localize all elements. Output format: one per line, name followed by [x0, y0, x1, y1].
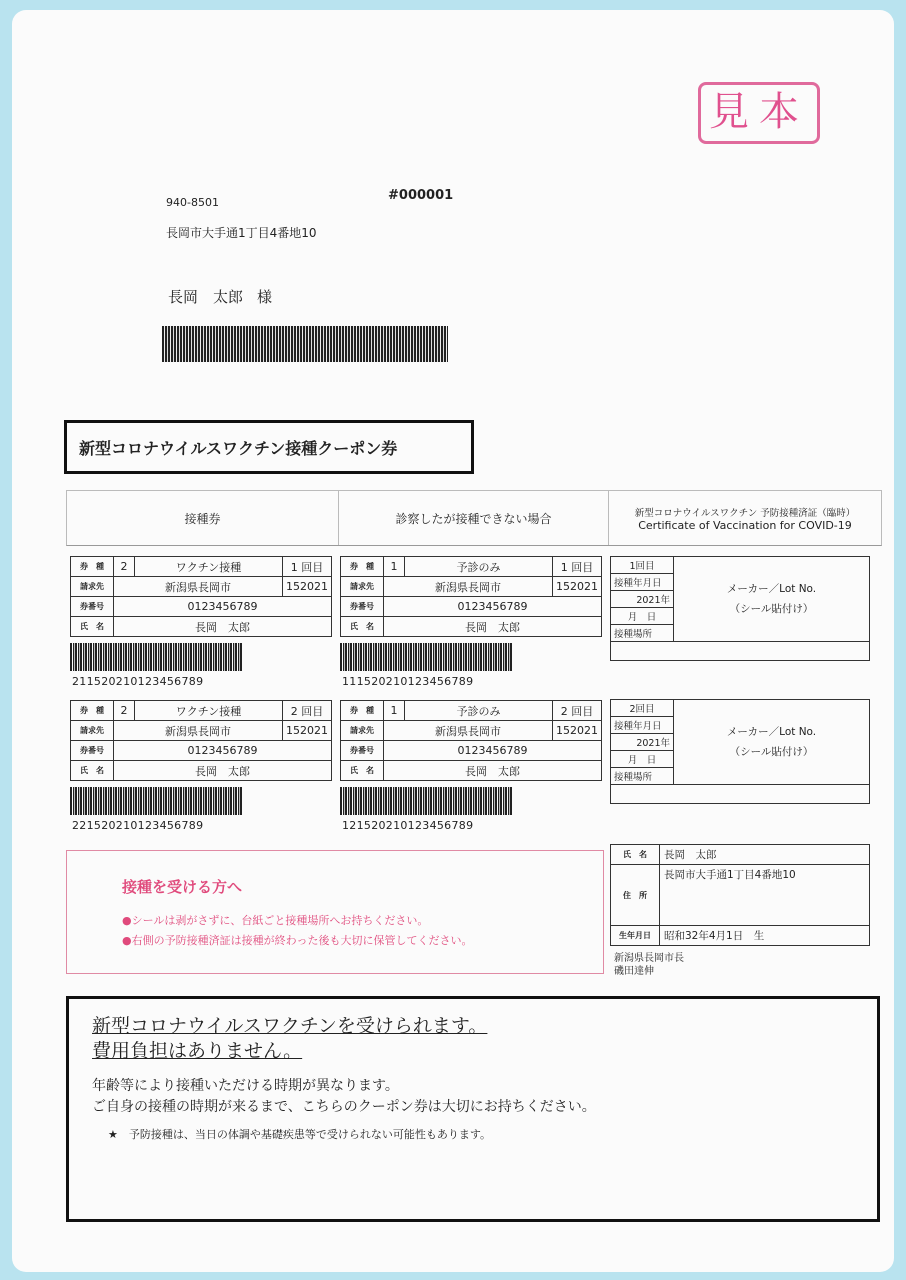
name-label: 氏 名 [71, 761, 114, 781]
issuer-title: 新潟県長岡市長 [614, 953, 684, 964]
round [553, 557, 602, 577]
cert-date-label: 接種年月日 [611, 574, 674, 591]
billing-code: 152021 [283, 721, 332, 741]
ticket-no: 0123456789 [384, 741, 602, 761]
message-note: ★ 予防接種は、当日の体調や基礎疾患等で受けられない可能性もあります。 [108, 1128, 491, 1141]
ticket-no: 0123456789 [114, 597, 332, 617]
round [283, 701, 332, 721]
type-name: 予診のみ [405, 701, 553, 721]
cert-year: 2021年 [611, 591, 674, 608]
info-dob-label: 生年月日 [611, 926, 660, 946]
type-name: ワクチン接種 [135, 557, 283, 577]
type-label: 券 種 [71, 557, 114, 577]
round-unit: 回目 [301, 560, 324, 574]
cert-year: 2021年 [611, 734, 674, 751]
billing-value: 新潟県長岡市 [384, 577, 553, 597]
maker-label: メーカー／Lot No. [726, 726, 817, 738]
coupon-title: 新型コロナウイルスワクチン接種クーポン券 [79, 438, 398, 458]
ticket-no-label: 券番号 [71, 741, 114, 761]
honorific: 様 [257, 288, 273, 306]
message-headline [92, 1014, 487, 1064]
notice-line-1: ●シールは剥がさずに、台紙ごと接種場所へお持ちください。 [122, 914, 429, 927]
round-number: 1 [560, 560, 568, 574]
type-number: 1 [384, 701, 405, 721]
certificate-round-2 [610, 699, 870, 804]
type-label: 券 種 [341, 701, 384, 721]
round-unit: 回目 [571, 704, 594, 718]
header-certificate [609, 491, 881, 545]
holder-info [610, 844, 870, 946]
header-exam-only: 診察したが接種できない場合 [339, 491, 609, 545]
round-unit: 回目 [571, 560, 594, 574]
ticket-no: 0123456789 [114, 741, 332, 761]
maker-label: メーカー／Lot No. [726, 583, 817, 595]
cert-place-field [611, 785, 870, 804]
type-name: 予診のみ [405, 557, 553, 577]
certificate-round-1 [610, 556, 870, 661]
cert-place-field [611, 642, 870, 661]
type-name: ワクチン接種 [135, 701, 283, 721]
billing-label: 請求先 [71, 721, 114, 741]
cert-month-day: 月 日 [611, 608, 674, 625]
issuer-name: 磯田達伸 [614, 966, 654, 977]
name-label: 氏 名 [341, 761, 384, 781]
ticket-no-label: 券番号 [341, 741, 384, 761]
round-unit: 回目 [301, 704, 324, 718]
billing-value: 新潟県長岡市 [114, 577, 283, 597]
notice-line-2: ●右側の予防接種済証は接種が終わった後も大切に保管してください。 [122, 934, 473, 947]
round-number: 2 [290, 704, 298, 718]
cert-month-day: 月 日 [611, 751, 674, 768]
column-header [66, 490, 882, 546]
ticket-no-label: 券番号 [341, 597, 384, 617]
recipient-address: 長岡市大手通1丁目4番地10 [166, 226, 317, 240]
recipient-name-text: 長岡 太郎 [168, 288, 244, 306]
issuer [614, 952, 684, 978]
ticket-barcode [70, 643, 242, 671]
info-address: 長岡市大手通1丁目4番地10 [660, 865, 870, 926]
ticket-barcode-number: 111520210123456789 [342, 675, 474, 688]
coupon-sheet [12, 10, 894, 1272]
seal-label: （シール貼付け） [729, 603, 814, 615]
ticket-name: 長岡 太郎 [384, 761, 602, 781]
round-number: 2 [560, 704, 568, 718]
notice-heading: 接種を受ける方へ [122, 878, 243, 896]
cert-round: 1回目 [611, 557, 674, 574]
round [283, 557, 332, 577]
billing-label: 請求先 [341, 577, 384, 597]
round-number: 1 [290, 560, 298, 574]
document-number: #000001 [388, 188, 454, 203]
type-label: 券 種 [71, 701, 114, 721]
message-body [92, 1076, 596, 1118]
billing-value: 新潟県長岡市 [114, 721, 283, 741]
header-certificate-en: Certificate of Vaccination for COVID-19 [638, 518, 852, 532]
ticket-barcode [70, 787, 242, 815]
cert-maker-lot [674, 700, 870, 785]
ticket-2 [340, 556, 602, 688]
billing-code: 152021 [283, 577, 332, 597]
billing-label: 請求先 [71, 577, 114, 597]
name-label: 氏 名 [71, 617, 114, 637]
message-headline-1: 新型コロナウイルスワクチンを受けられます。 [92, 1015, 488, 1037]
ticket-4 [340, 700, 602, 832]
info-name: 長岡 太郎 [660, 845, 870, 865]
header-certificate-jp: 新型コロナウイルスワクチン 予防接種済証（臨時） [634, 507, 856, 519]
cert-round: 2回目 [611, 700, 674, 717]
type-number: 2 [114, 557, 135, 577]
message-headline-2: 費用負担はありません。 [92, 1040, 303, 1062]
type-number: 1 [384, 557, 405, 577]
postal-code: 940-8501 [166, 196, 219, 209]
billing-value: 新潟県長岡市 [384, 721, 553, 741]
message-body-1: 年齢等により接種いただける時期が異なります。 [92, 1078, 399, 1094]
address-barcode [162, 326, 448, 362]
type-number: 2 [114, 701, 135, 721]
ticket-barcode [340, 787, 512, 815]
billing-code: 152021 [553, 577, 602, 597]
ticket-name: 長岡 太郎 [114, 761, 332, 781]
billing-code: 152021 [553, 721, 602, 741]
cert-place-label: 接種場所 [611, 768, 674, 785]
message-body-2: ご自身の接種の時期が来るまで、こちらのクーポン券は大切にお持ちください。 [92, 1099, 596, 1115]
ticket-barcode-number: 211520210123456789 [72, 675, 204, 688]
cert-maker-lot [674, 557, 870, 642]
ticket-3 [70, 700, 332, 832]
ticket-name: 長岡 太郎 [384, 617, 602, 637]
info-dob: 昭和32年4月1日 生 [660, 926, 870, 946]
ticket-barcode-number: 221520210123456789 [72, 819, 204, 832]
cert-place-label: 接種場所 [611, 625, 674, 642]
ticket-barcode [340, 643, 512, 671]
cert-date-label: 接種年月日 [611, 717, 674, 734]
ticket-barcode-number: 121520210123456789 [342, 819, 474, 832]
ticket-no-label: 券番号 [71, 597, 114, 617]
ticket-no: 0123456789 [384, 597, 602, 617]
seal-label: （シール貼付け） [729, 746, 814, 758]
coupon-title-box [64, 420, 474, 474]
type-label: 券 種 [341, 557, 384, 577]
name-label: 氏 名 [341, 617, 384, 637]
round [553, 701, 602, 721]
recipient-name [168, 286, 272, 307]
info-address-label: 住 所 [611, 865, 660, 926]
billing-label: 請求先 [341, 721, 384, 741]
header-vaccination-ticket: 接種券 [67, 491, 339, 545]
info-name-label: 氏 名 [611, 845, 660, 865]
ticket-1 [70, 556, 332, 688]
sample-stamp: 見本 [698, 82, 820, 144]
ticket-name: 長岡 太郎 [114, 617, 332, 637]
